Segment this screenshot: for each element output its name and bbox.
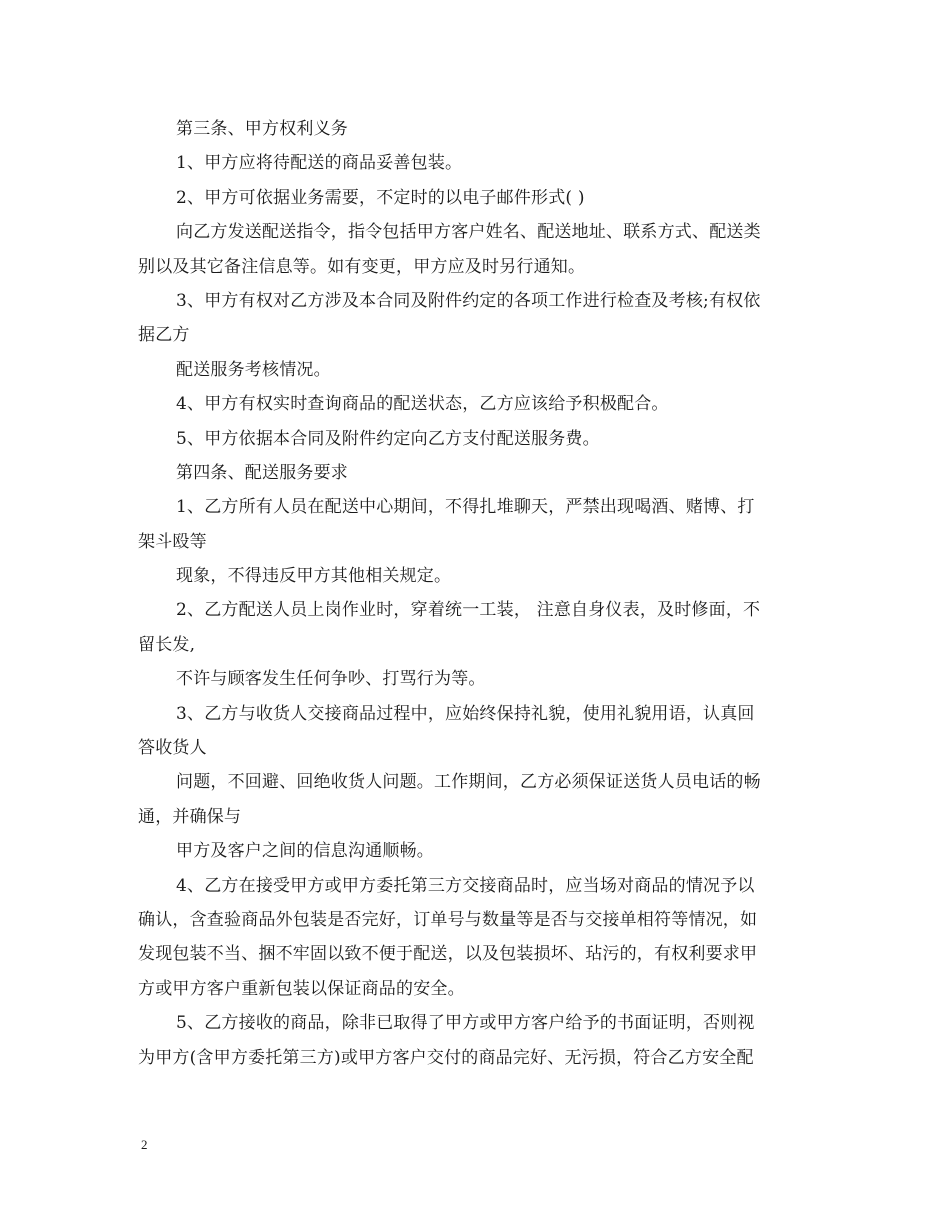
text-line: 据乙方 [138,325,190,346]
text-line: 1、乙方所有人员在配送中心期间，不得扎堆聊天，严禁出现喝酒、赌博、打 [176,497,755,518]
text-line: 为甲方(含甲方委托第三方)或甲方客户交付的商品完好、无污损，符合乙方安全配 [138,1047,754,1068]
text-line: 2、甲方可依据业务需要，不定时的以电子邮件形式( ) [176,187,585,208]
text-line: 4、乙方在接受甲方或甲方委托第三方交接商品时，应当场对商品的情况予以 [176,875,755,896]
text-line: 1、甲方应将待配送的商品妥善包装。 [176,153,463,174]
document-body [138,112,818,1075]
text-line: 发现包装不当、捆不牢固以致不便于配送，以及包装损坏、玷污的，有权利要求甲 [138,944,758,965]
text-line: 答收货人 [138,738,207,759]
text-line: 配送服务考核情况。 [176,359,331,380]
text-line: 留长发, [138,634,196,655]
text-line: 2、乙方配送人员上岗作业时，穿着统一工装， 注意自身仪表，及时修面，不 [176,600,761,621]
text-line: 第四条、配送服务要求 [176,462,348,483]
text-line: 甲方及客户之间的信息沟通顺畅。 [176,841,434,862]
text-line: 第三条、甲方权利义务 [176,119,348,139]
text-line: 别以及其它备注信息等。如有变更，甲方应及时另行通知。 [138,256,586,277]
text-line: 不许与顾客发生任何争吵、打骂行为等。 [176,669,486,690]
text-line: 3、甲方有权对乙方涉及本合同及附件约定的各项工作进行检查及考核;有权依 [176,290,761,311]
text-line: 架斗殴等 [138,531,207,552]
text-line: 4、甲方有权实时查询商品的配送状态，乙方应该给予积极配合。 [176,394,669,415]
text-line: 5、甲方依据本合同及附件约定向乙方支付配送服务费。 [176,428,600,449]
page-number: 2 [141,1137,148,1152]
text-line: 方或甲方客户重新包装以保证商品的安全。 [138,978,465,999]
text-line: 5、乙方接收的商品，除非已取得了甲方或甲方客户给予的书面证明，否则视 [176,1013,755,1034]
text-line: 现象，不得违反甲方其他相关规定。 [176,566,452,587]
text-line: 确认，含查验商品外包装是否完好，订单号与数量等是否与交接单相符等情况，如 [138,909,758,930]
text-line: 向乙方发送配送指令，指令包括甲方客户姓名、配送地址、联系方式、配送类 [176,222,761,243]
text-line: 通，并确保与 [138,806,242,827]
text-line: 3、乙方与收货人交接商品过程中，应始终保持礼貌，使用礼貌用语，认真回 [176,703,755,724]
text-line: 问题，不回避、回绝收货人问题。工作期间，乙方必须保证送货人员电话的畅 [176,772,761,793]
